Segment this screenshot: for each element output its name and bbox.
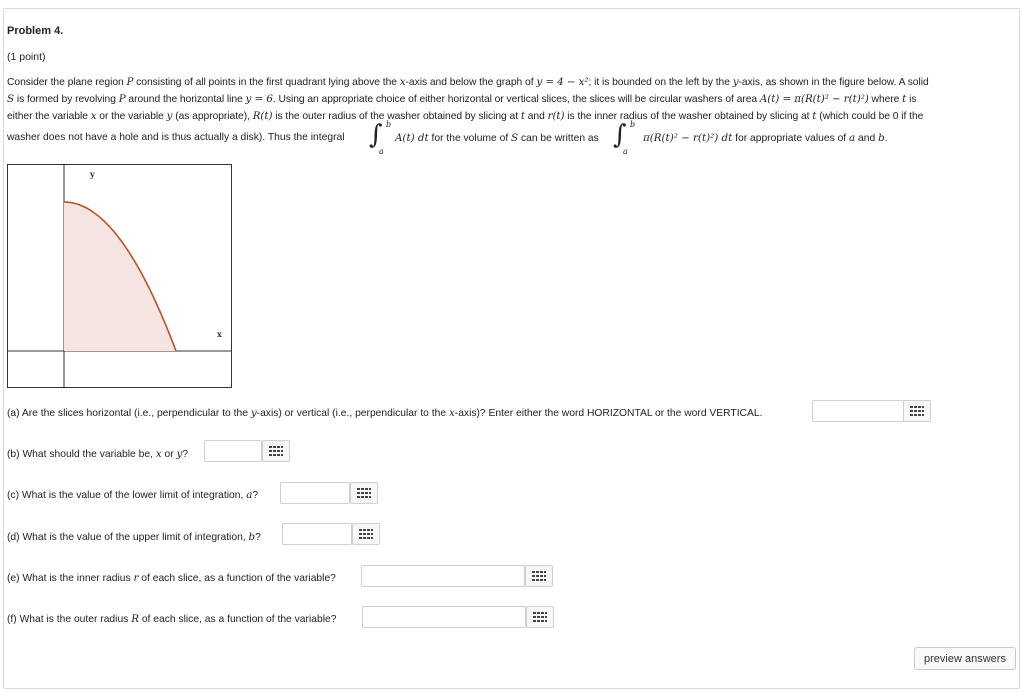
region-p-fill bbox=[64, 202, 176, 351]
y-axis-label: y bbox=[90, 169, 95, 179]
integral-2-lower-limit: a bbox=[623, 147, 628, 156]
question-f: (f) What is the outer radius R of each slice, as a function of the variable? bbox=[7, 613, 337, 625]
region-graph-svg bbox=[8, 165, 231, 387]
grid-icon bbox=[532, 571, 546, 581]
problem-points: (1 point) bbox=[7, 51, 46, 63]
answer-d-equation-editor-button[interactable] bbox=[352, 523, 380, 545]
question-b: (b) What should the variable be, x or y? bbox=[7, 448, 189, 460]
question-d: (d) What is the value of the upper limit of integration, b? bbox=[7, 531, 261, 543]
answer-d-input[interactable] bbox=[283, 524, 351, 544]
problem-statement bbox=[7, 74, 1017, 125]
answer-a-input[interactable] bbox=[813, 401, 903, 421]
answer-b-field[interactable] bbox=[204, 440, 262, 462]
answer-a-equation-editor-button[interactable] bbox=[903, 400, 931, 422]
region-graph bbox=[7, 164, 232, 388]
answer-b-equation-editor-button[interactable] bbox=[262, 440, 290, 462]
preview-answers-button[interactable]: preview answers bbox=[914, 647, 1016, 670]
answer-a-field[interactable] bbox=[812, 400, 904, 422]
problem-title: Problem 4. bbox=[7, 25, 64, 37]
grid-icon bbox=[533, 612, 547, 622]
answer-f-input[interactable] bbox=[363, 607, 525, 627]
question-a: (a) Are the slices horizontal (i.e., perpendicular to the y-axis) or vertical (i.e., perpendicular to the x-axis)? Enter either the word HORIZONTAL or the word VERTICAL. bbox=[7, 407, 763, 419]
statement-line-1: Consider the plane region P consisting of all points in the first quadrant lying above the x-axis and below the graph of y = 4 − x²; it is bounded on the left by the y-axis, as shown in the figure below. A solid bbox=[7, 76, 929, 88]
grid-icon bbox=[357, 488, 371, 498]
statement-line-4: washer does not have a hole and is thus actually a disk). Thus the integral ∫ b a A(t) dt for the volume of S can be written as ∫ b a π(R(t)² − r(t)²) dt for appropriate values of a and b. bbox=[7, 120, 888, 156]
integral-1-lower-limit: a bbox=[379, 147, 384, 156]
grid-icon bbox=[359, 529, 373, 539]
integral-2-upper-limit: b bbox=[630, 120, 636, 129]
question-e: (e) What is the inner radius r of each slice, as a function of the variable? bbox=[7, 572, 336, 584]
grid-icon bbox=[269, 446, 283, 456]
integral-1-upper-limit: b bbox=[386, 120, 392, 129]
answer-f-field[interactable] bbox=[362, 606, 526, 628]
answer-e-field[interactable] bbox=[361, 565, 525, 587]
answer-d-field[interactable] bbox=[282, 523, 352, 545]
x-axis-label: x bbox=[217, 329, 222, 339]
statement-line-2: S is formed by revolving P around the horizontal line y = 6. Using an appropriate choice of either horizontal or vertical slices, the slices will be circular washers of area A(t) = π(R(t)² − r(t)²) where t is bbox=[7, 93, 917, 105]
grid-icon bbox=[910, 406, 924, 416]
answer-c-equation-editor-button[interactable] bbox=[350, 482, 378, 504]
answer-c-input[interactable] bbox=[281, 483, 349, 503]
answer-c-field[interactable] bbox=[280, 482, 350, 504]
integral-sign-1: ∫ bbox=[369, 120, 383, 150]
statement-line-3: either the variable x or the variable y (as appropriate), R(t) is the outer radius of the washer obtained by slicing at t and r(t) is the inner radius of the washer obtained by slicing at t (which could be 0 if the bbox=[7, 110, 924, 122]
answer-e-equation-editor-button[interactable] bbox=[525, 565, 553, 587]
integral-sign-2: ∫ bbox=[613, 120, 627, 150]
question-c: (c) What is the value of the lower limit of integration, a? bbox=[7, 489, 259, 501]
answer-f-equation-editor-button[interactable] bbox=[526, 606, 554, 628]
answer-b-input[interactable] bbox=[205, 441, 261, 461]
answer-e-input[interactable] bbox=[362, 566, 524, 586]
